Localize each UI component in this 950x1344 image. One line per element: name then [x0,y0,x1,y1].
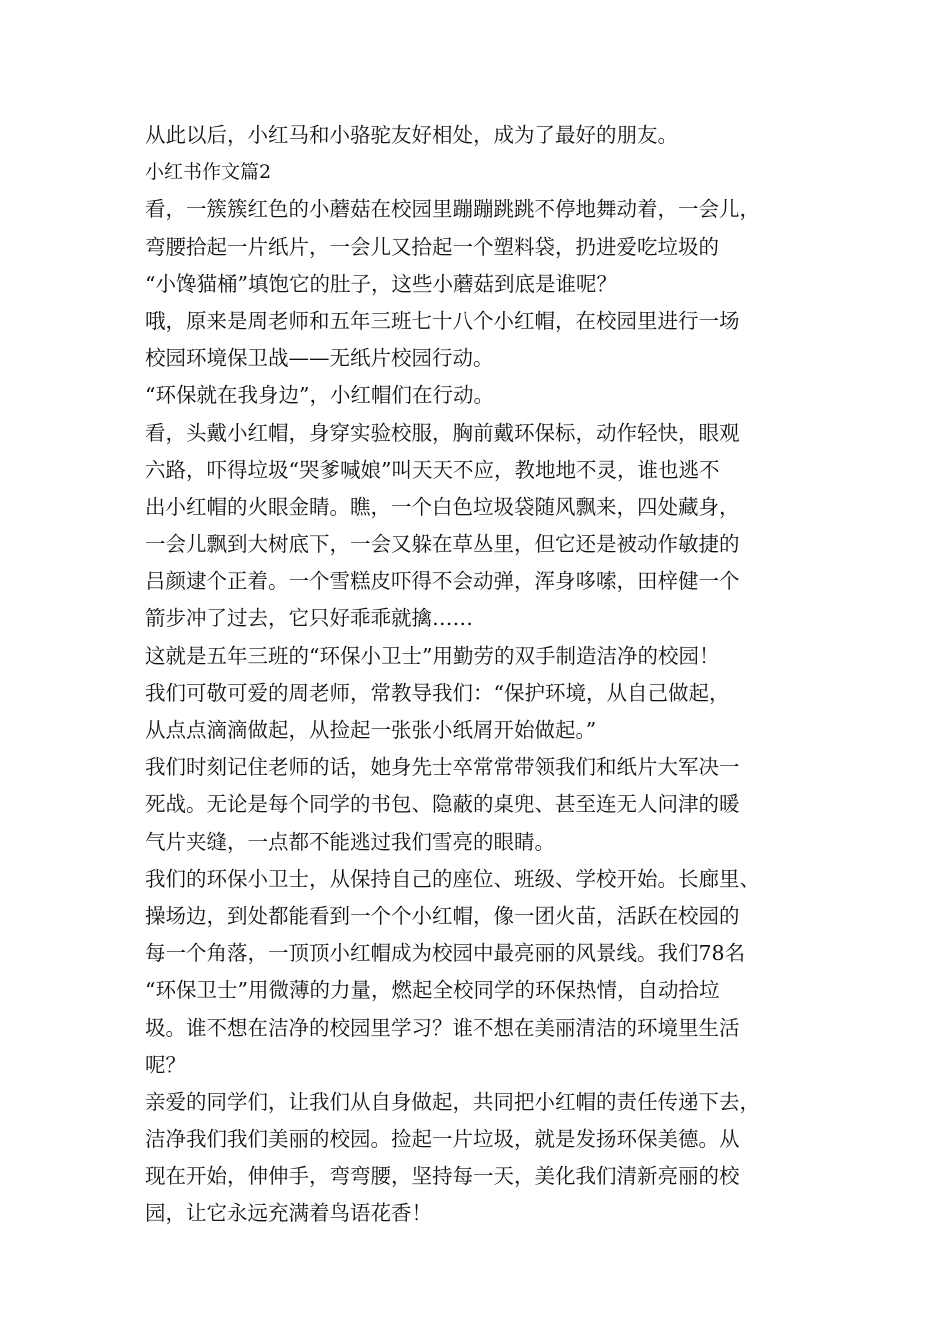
text-line: “环保就在我身边”，小红帽们在行动。 [145,383,494,408]
text-line: 呢？ [145,1052,186,1077]
text-line: 从点点滴滴做起，从捡起一张张小纸屑开始做起。” [145,718,597,742]
text-line: 我们的环保小卫士，从保持自己的座位、班级、学校开始。长廊里、 [145,866,760,891]
text-line: 出小红帽的火眼金睛。瞧，一个白色垃圾袋随风飘来，四处藏身， [145,494,740,519]
text-line: 看，一簇簇红色的小蘑菇在校园里蹦蹦跳跳不停地舞动着，一会儿， [145,197,760,222]
text-line: 园，让它永远充满着鸟语花香！ [145,1201,432,1226]
text-line: 洁净我们我们美丽的校园。捡起一片垃圾，就是发扬环保美德。从 [145,1127,740,1152]
text-line: 气片夹缝，一点都不能逃过我们雪亮的眼睛。 [145,829,555,854]
essay-body [145,117,830,1233]
text-line: 我们时刻记住老师的话，她身先士卒常常带领我们和纸片大军决一 [145,755,740,780]
text-line: 箭步冲了过去，它只好乖乖就擒…… [145,606,473,631]
text-line: 现在开始，伸伸手，弯弯腰，坚持每一天，美化我们清新亮丽的校 [145,1164,740,1189]
text-line: 这就是五年三班的“环保小卫士”用勤劳的双手制造洁净的校园！ [145,643,720,668]
section-heading: 小红书作文篇2 [145,161,272,184]
text-line: 圾。谁不想在洁净的校园里学习？谁不想在美丽清洁的环境里生活 [145,1015,740,1040]
text-line: 哦，原来是周老师和五年三班七十八个小红帽，在校园里进行一场 [145,308,740,333]
text-line: 看，头戴小红帽，身穿实验校服，胸前戴环保标，动作轻快，眼观 [145,420,740,445]
text-line: 每一个角落，一顶顶小红帽成为校园中最亮丽的风景线。我们78名 [145,941,746,966]
text-line: 我们可敬可爱的周老师，常教导我们：“保护环境，从自己做起， [145,680,730,705]
text-line: 弯腰拾起一片纸片，一会儿又拾起一个塑料袋，扔进爱吃垃圾的 [145,234,719,259]
text-line: 校园环境保卫战——无纸片校园行动。 [145,346,494,371]
text-line: “小馋猫桶”填饱它的肚子，这些小蘑菇到底是谁呢？ [145,271,617,296]
text-line: 一会儿飘到大树底下，一会又躲在草丛里，但它还是被动作敏捷的 [145,532,740,557]
text-line: 操场边，到处都能看到一个个小红帽，像一团火苗，活跃在校园的 [145,903,740,928]
text-line: “环保卫士”用微薄的力量，燃起全校同学的环保热情，自动拾垃 [145,978,720,1003]
text-line: 亲爱的同学们，让我们从自身做起，共同把小红帽的责任传递下去， [145,1089,760,1114]
text-line: 六路，吓得垃圾“哭爹喊娘”叫天天不应，教地地不灵，谁也逃不 [145,457,720,482]
text-line: 从此以后，小红马和小骆驼友好相处，成为了最好的朋友。 [145,123,678,147]
text-line: 吕颜逮个正着。一个雪糕皮吓得不会动弹，浑身哆嗦，田梓健一个 [145,569,740,594]
text-line: 死战。无论是每个同学的书包、隐蔽的桌兜、甚至连无人问津的暖 [145,792,740,817]
